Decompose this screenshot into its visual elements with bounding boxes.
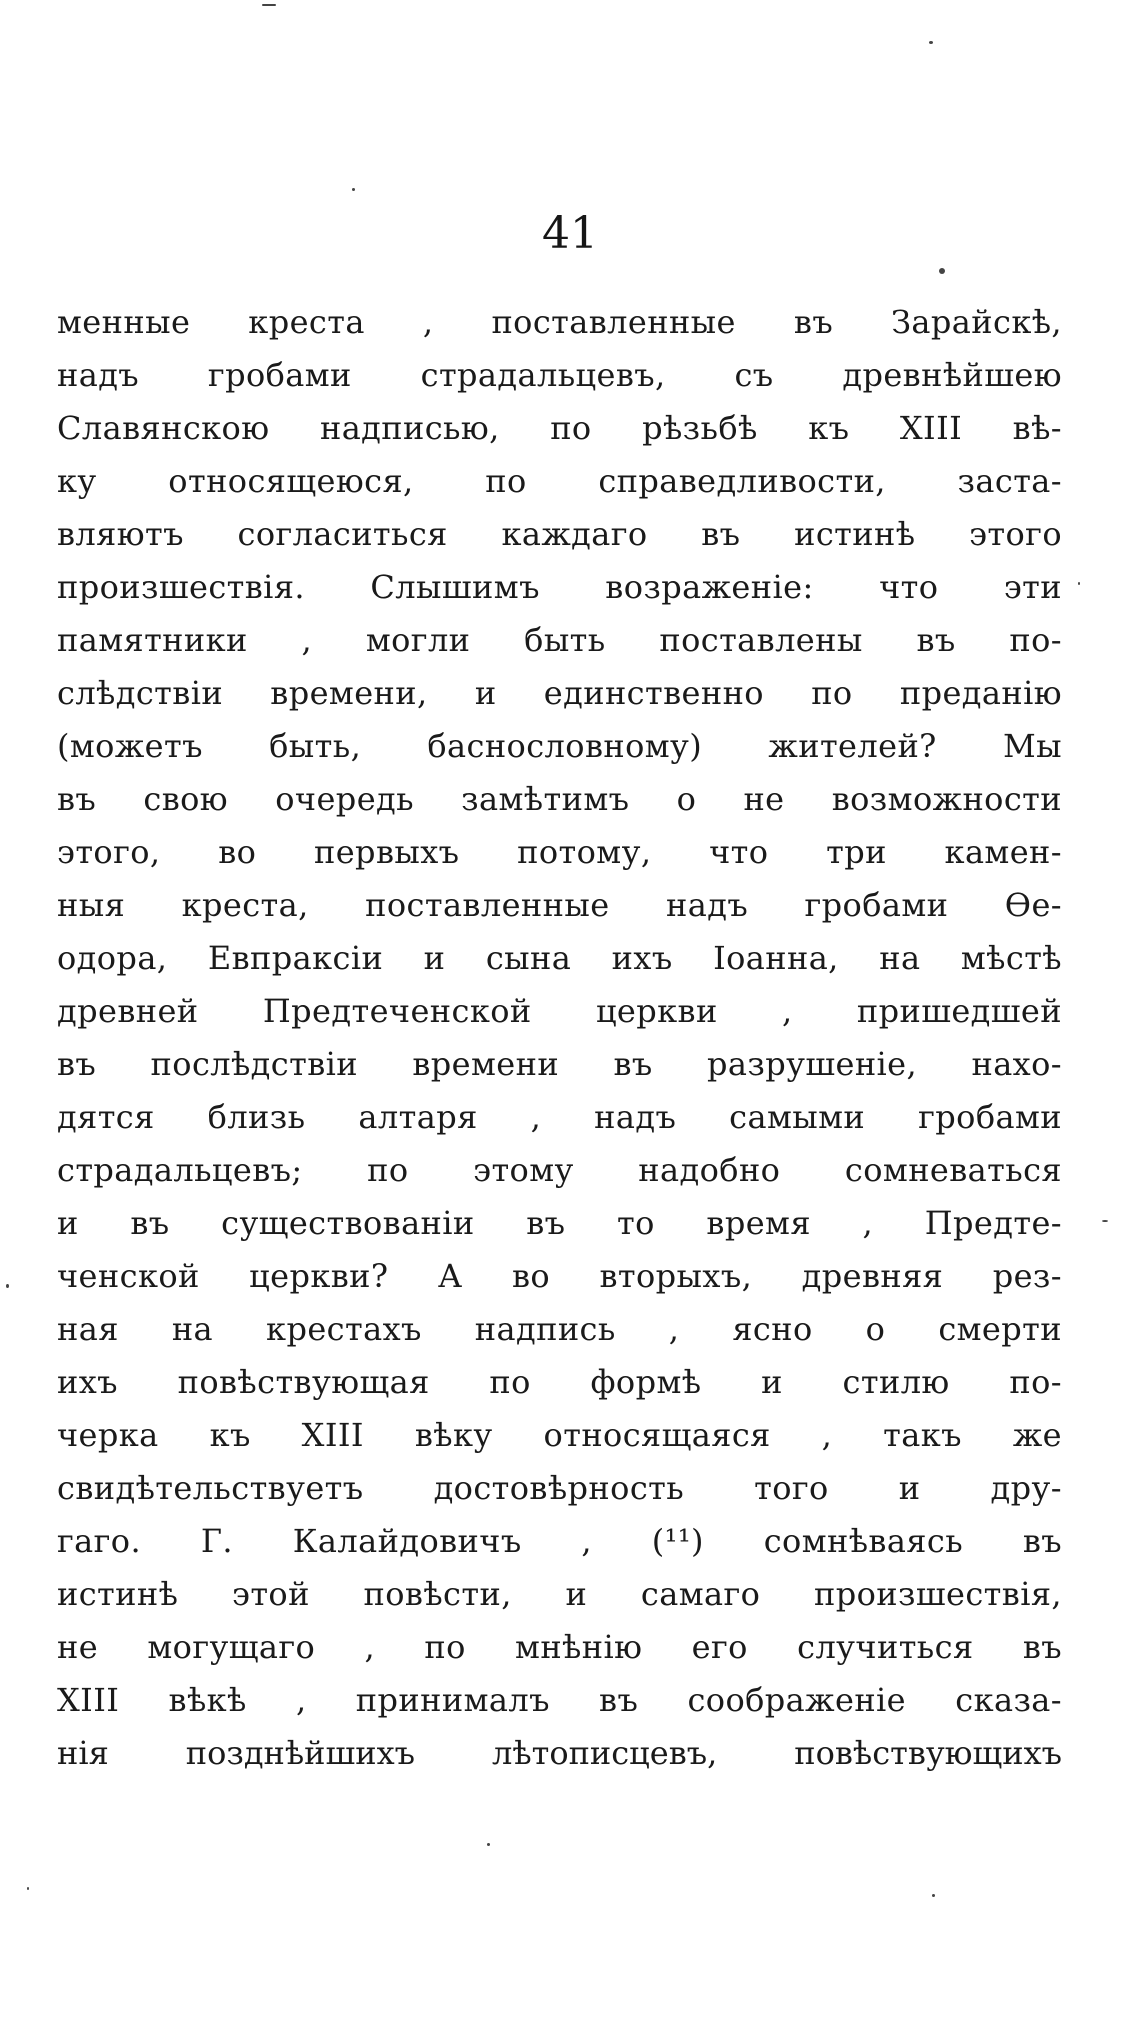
ink-speck bbox=[939, 268, 945, 274]
text-line: дятся близь алтаря , надъ самыми гробами bbox=[57, 1098, 1062, 1136]
text-line: Славянскою надписью, по рѣзьбѣ къ XIII вѣ- bbox=[57, 409, 1062, 447]
text-line: одора, Евпраксіи и сына ихъ Іоанна, на мѣстѣ bbox=[57, 939, 1062, 977]
text-line: истинѣ этой повѣсти, и самаго произшествія, bbox=[57, 1575, 1062, 1613]
text-line: памятники , могли быть поставлены въ по- bbox=[57, 621, 1062, 659]
text-line: (можетъ быть, баснословному) жителей? Мы bbox=[57, 727, 1062, 765]
text-line: ку относящеюся, по справедливости, заста- bbox=[57, 462, 1062, 500]
ink-speck bbox=[929, 41, 933, 44]
text-line: этого, во первыхъ потому, что три камен- bbox=[57, 833, 1062, 871]
text-line: менные креста , поставленные въ Зарайскѣ, bbox=[57, 303, 1062, 341]
text-line: XIII вѣкѣ , принималъ въ соображеніе сказа- bbox=[57, 1681, 1062, 1719]
text-line: ныя креста, поставленные надъ гробами Ѳе- bbox=[57, 886, 1062, 924]
ink-speck bbox=[352, 188, 355, 191]
text-line: не могущаго , по мнѣнію его случиться въ bbox=[57, 1628, 1062, 1666]
text-line: надъ гробами страдальцевъ, съ древнѣйшею bbox=[57, 356, 1062, 394]
text-line: свидѣтельствуетъ достовѣрность того и дру- bbox=[57, 1469, 1062, 1507]
text-line: нія позднѣйшихъ лѣтописцевъ, повѣствующихъ bbox=[57, 1734, 1062, 1772]
ink-speck bbox=[6, 1284, 9, 1288]
text-line: вляютъ согласиться каждаго въ истинѣ этого bbox=[57, 515, 1062, 553]
text-line: черка къ XIII вѣку относящаяся , такъ же bbox=[57, 1416, 1062, 1454]
ink-speck bbox=[262, 4, 276, 6]
text-line: въ послѣдствіи времени въ разрушеніе, нахо- bbox=[57, 1045, 1062, 1083]
ink-speck bbox=[932, 1894, 935, 1897]
ink-speck bbox=[1102, 1220, 1108, 1222]
text-line: ихъ повѣствующая по формѣ и стилю по- bbox=[57, 1363, 1062, 1401]
page-number: 41 bbox=[542, 208, 598, 259]
text-line: гаго. Г. Калайдовичъ , (¹¹) сомнѣваясь въ bbox=[57, 1522, 1062, 1560]
ink-speck bbox=[487, 1843, 490, 1846]
text-line: страдальцевъ; по этому надобно сомневаться bbox=[57, 1151, 1062, 1189]
text-line: слѣдствіи времени, и единственно по преданію bbox=[57, 674, 1062, 712]
text-line: древней Предтеченской церкви , пришедшей bbox=[57, 992, 1062, 1030]
text-line: и въ существованіи въ то время , Предте- bbox=[57, 1204, 1062, 1242]
text-line: ченской церкви? А во вторыхъ, древняя рез- bbox=[57, 1257, 1062, 1295]
ink-speck bbox=[1078, 582, 1080, 585]
body-text bbox=[57, 296, 1062, 1780]
text-line: произшествія. Слышимъ возраженіе: что эти bbox=[57, 568, 1062, 606]
text-line: въ свою очередь замѣтимъ о не возможности bbox=[57, 780, 1062, 818]
text-line: ная на крестахъ надпись , ясно о смерти bbox=[57, 1310, 1062, 1348]
ink-speck bbox=[27, 1887, 29, 1890]
